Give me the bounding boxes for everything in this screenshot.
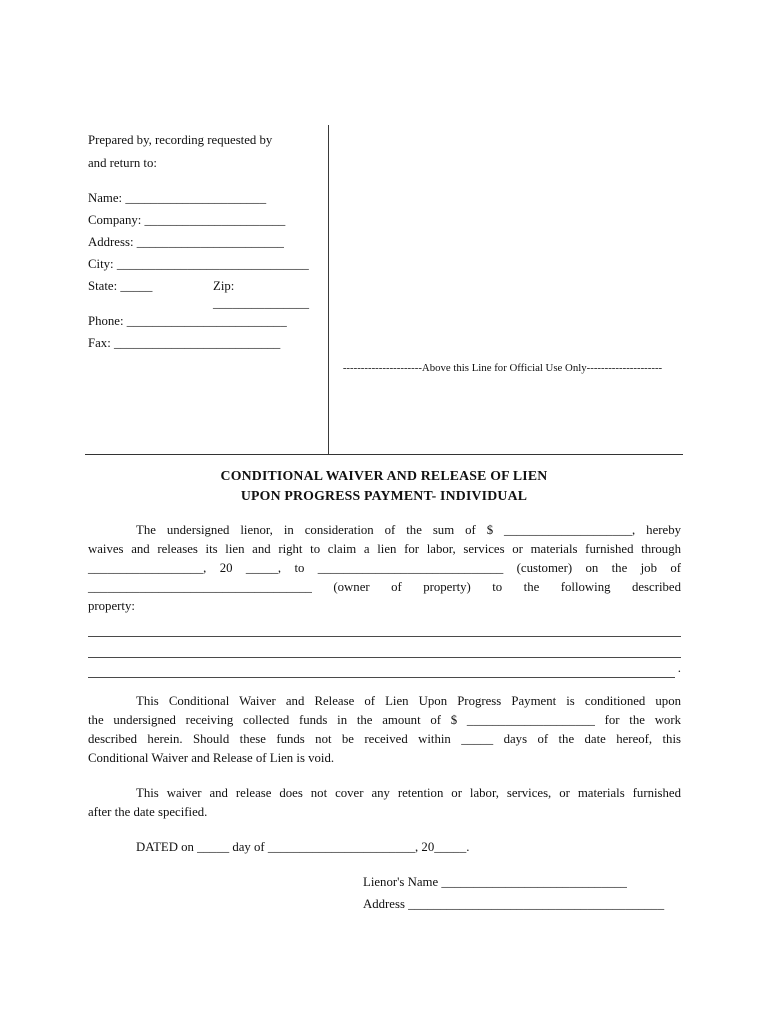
paragraph1-line1: The undersigned lienor, in consideration of the sum of $ ____________________, hereby [136, 523, 681, 537]
paragraph2-line4: Conditional Waiver and Release of Lien is void. [88, 751, 335, 765]
property-description-terminator: . [677, 661, 681, 675]
state-blank: _____ [120, 279, 153, 293]
zip-blank: _______________ [213, 296, 309, 310]
fax-label: Fax: [88, 336, 111, 350]
paragraph1-line3: __________________, 20 _____, to _____________________________ (customer) on the job of [88, 561, 681, 575]
phone-blank: _________________________ [126, 314, 287, 328]
lienor-name-label: Lienor's Name [363, 875, 439, 889]
signature-address-blank: ________________________________________ [408, 897, 665, 911]
city-label: City: [88, 257, 114, 271]
lienor-name-blank: _____________________________ [441, 875, 627, 889]
official-use-only-line: ----------------------Above this Line for Official Use Only--------------------- [342, 362, 663, 374]
state-label: State: [88, 279, 118, 293]
paragraph-consideration [88, 521, 681, 616]
address-label: Address: [88, 235, 134, 249]
phone-field-row [88, 310, 328, 332]
property-description-blank-line-2 [88, 637, 681, 658]
name-field-row [88, 187, 328, 209]
paragraph2-line3: described herein. Should these funds not be received within _____ days of the date hereof, this [88, 732, 681, 746]
company-label: Company: [88, 213, 142, 227]
prepared-by-heading-line2: and return to: [88, 156, 157, 170]
fax-field-row [88, 332, 328, 354]
phone-label: Phone: [88, 314, 124, 328]
spacer [88, 175, 328, 187]
paragraph-condition [88, 692, 681, 768]
paragraph1-line4: ___________________________________ (owner of property) to the following described [88, 580, 681, 594]
state-zip-field-row [88, 275, 328, 297]
dated-line: DATED on _____ day of _______________________, 20_____. [136, 840, 470, 854]
name-blank: ______________________ [125, 191, 267, 205]
property-description-blank-line-1 [88, 616, 681, 637]
zip-label: Zip: [213, 279, 235, 293]
signature-block [363, 871, 681, 915]
property-description-blank-line-3 [88, 658, 681, 678]
company-field-row [88, 209, 328, 231]
paragraph-retention [88, 784, 681, 822]
document-body [88, 521, 681, 915]
paragraph1-line2: waives and releases its lien and right to claim a lien for labor, services or materials furnished through [88, 542, 681, 556]
paragraph1-line5: property: [88, 599, 135, 613]
horizontal-separator-line [85, 454, 683, 455]
address-blank: _______________________ [136, 235, 284, 249]
address-row [363, 893, 681, 915]
zip-blank-row [88, 297, 328, 310]
document-title-line1: CONDITIONAL WAIVER AND RELEASE OF LIEN [220, 468, 548, 483]
prepared-by-box [85, 129, 328, 354]
fax-blank: __________________________ [113, 336, 281, 350]
property-description-blank-fill [88, 658, 675, 678]
document-title [85, 466, 683, 506]
name-label: Name: [88, 191, 123, 205]
paragraph3-line1: This waiver and release does not cover any retention or labor, services, or materials furnished [136, 786, 681, 800]
vertical-divider-line [328, 125, 329, 454]
city-blank: ______________________________ [116, 257, 309, 271]
signature-address-label: Address [363, 897, 405, 911]
paragraph2-line1: This Conditional Waiver and Release of Lien Upon Progress Payment is conditioned upon [136, 694, 681, 708]
paragraph3-line2: after the date specified. [88, 805, 208, 819]
property-description-lines [88, 616, 681, 678]
paragraph2-line2: the undersigned receiving collected funds in the amount of $ ____________________ for the work [88, 713, 681, 727]
city-field-row [88, 253, 328, 275]
lienor-name-row [363, 871, 681, 893]
document-title-line2: UPON PROGRESS PAYMENT- INDIVIDUAL [240, 488, 528, 503]
company-blank: ______________________ [144, 213, 286, 227]
address-field-row [88, 231, 328, 253]
prepared-by-heading-line1: Prepared by, recording requested by [88, 133, 273, 147]
